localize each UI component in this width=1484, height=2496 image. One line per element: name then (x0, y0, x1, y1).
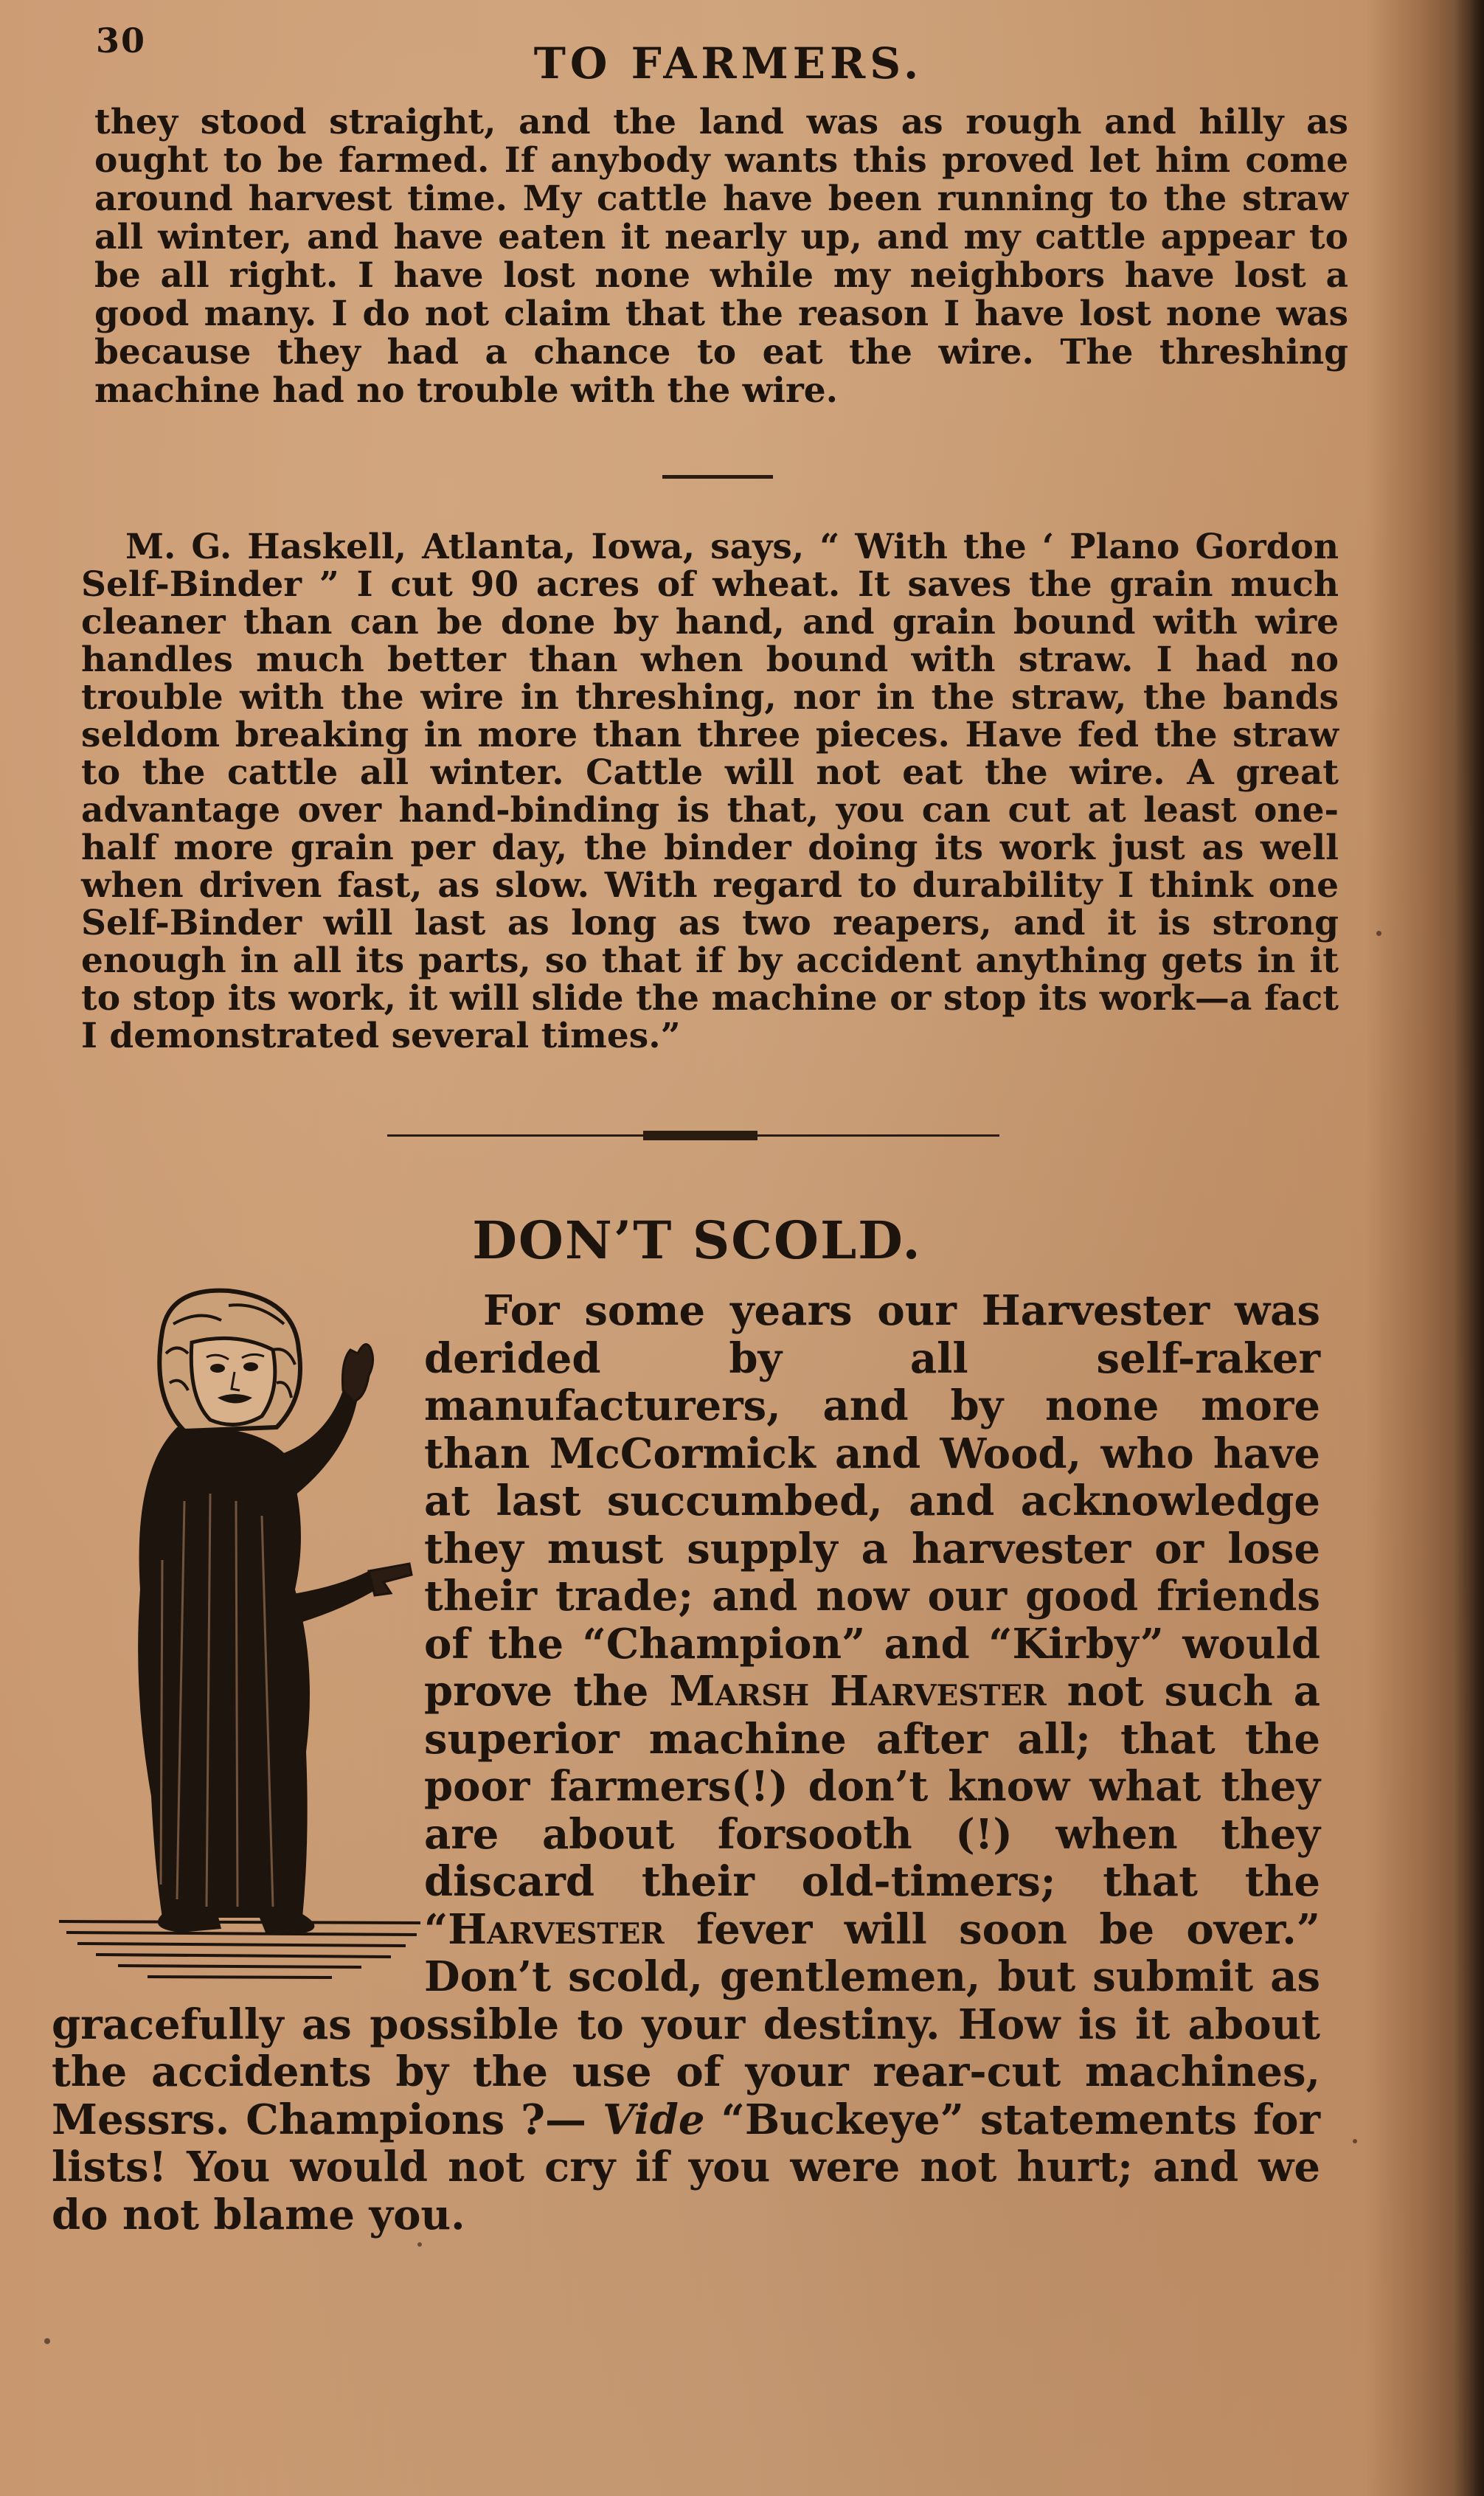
section-body-text-2: not such a superior machine after all; that the poor farmers(!) don’t know what they are about forsooth (!) when they discard their old-timers; that the “ (424, 1667, 1321, 1954)
page-edge-shadow (1454, 0, 1484, 2496)
section-body (52, 1287, 1320, 2239)
section-body-text-3: fever will soon be over.” Don’t scold, gentlemen, but submit as gracefully as possible to your destiny. How is it about the accidents by the use of your rear-cut machines, Messrs. Champions ?— (52, 1904, 1320, 2144)
short-divider (662, 475, 773, 479)
latin-vide: Vide (603, 2095, 705, 2144)
running-head: TO FARMERS. (533, 38, 923, 89)
ornamental-divider-center (643, 1131, 757, 1140)
paragraph-testimonial: M. G. Haskell, Atlanta, Iowa, says, “ With the ‘ Plano Gordon Self-Binder ” I cut 90 acres of wheat. It saves the grain much cleaner than can be done by hand, and grain bound with wire handles much better than when bound with straw. I had no trouble with the wire in threshing, nor in the straw, the bands seldom breaking in more than three pieces. Have fed the straw to the cattle all winter. Cattle will not eat the wire. A great advantage over hand-binding is that, you can cut at least one-half more grain per day, the binder doing its work just as well when driven fast, as slow. With regard to durability I think one Self-Binder will last as long as two reapers, and it is strong enough in all its parts, so that if by accident anything gets in it to stop its work, it will slide the machine or stop its work—a fact I demonstrated several times.” (81, 527, 1339, 1056)
paper-speck (44, 2338, 50, 2344)
section-body-text: For some years our Harvester was derided by all self-raker manufacturers, and by none more than McCormick and Wood, who have at last succumbed, and acknowledge they must supply a harvester or lose their trade; and now our good friends of the “Champion” and “Kirby” would prove the (424, 1286, 1320, 1716)
brand-harvester: Harvester (448, 1904, 665, 1954)
paper-speck (417, 2242, 422, 2247)
brand-marsh-harvester: Marsh Harvester (669, 1667, 1047, 1716)
paper-speck (1376, 931, 1381, 936)
section-body-text-4: “Buckeye” statements for lists! You would not cry if you were not hurt; and we do not blame you. (52, 2095, 1320, 2239)
page-number: 30 (96, 21, 147, 60)
paper-speck (1353, 2139, 1357, 2143)
paragraph-continued: they stood straight, and the land was as rough and hilly as ought to be farmed. If anybody wants this proved let him come around harvest time. My cattle have been running to the straw all winter, and have eaten it nearly up, and my cattle appear to be all right. I have lost none while my neighbors have lost a good many. I do not claim that the reason I have lost none was because they had a chance to eat the wire. The threshing machine had no trouble with the wire. (94, 102, 1348, 411)
section-title: DON’T SCOLD. (472, 1210, 922, 1271)
